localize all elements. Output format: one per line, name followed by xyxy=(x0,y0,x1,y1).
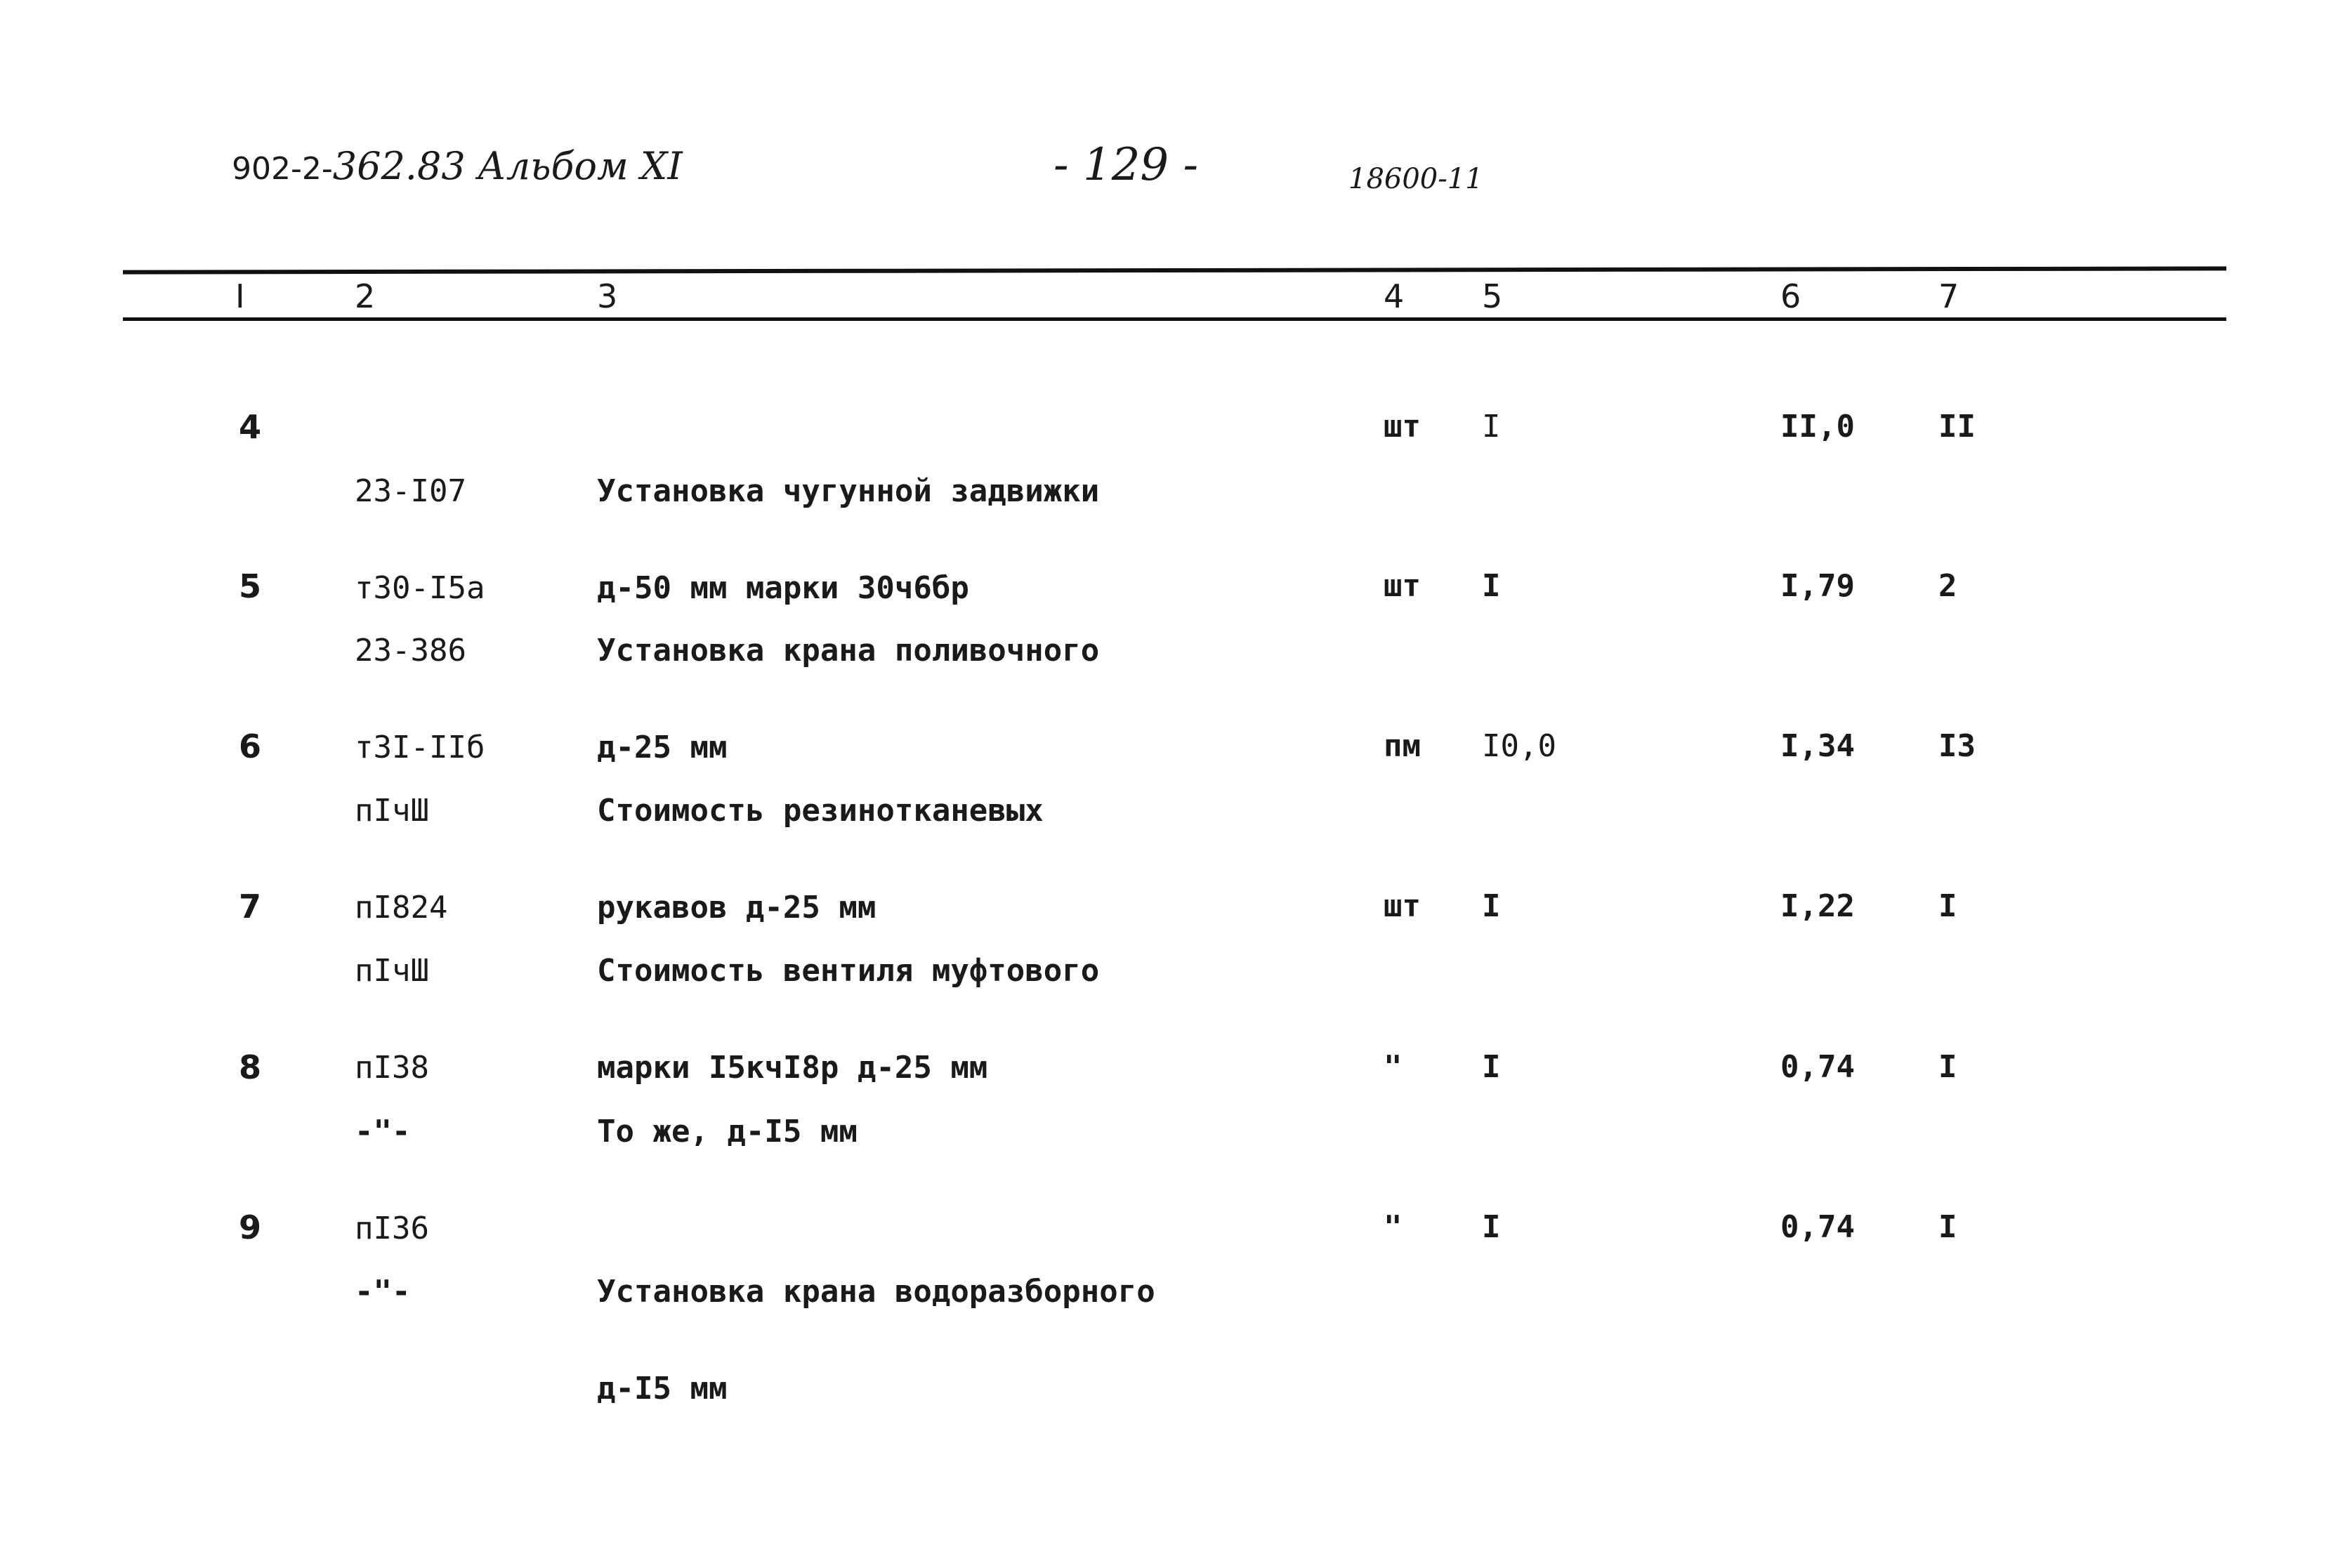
description-line: Установка чугунной задвижки xyxy=(597,473,1100,509)
row-number: 9 xyxy=(239,1208,262,1246)
unit-price: 0,74 xyxy=(1780,1209,1855,1245)
unit: пм xyxy=(1384,728,1421,764)
unit: шт xyxy=(1384,409,1421,444)
total-cost: I xyxy=(1938,1049,1957,1085)
total-cost: 2 xyxy=(1938,568,1957,604)
rate-code xyxy=(355,1211,466,1437)
rate-code-line: пIчШ xyxy=(355,793,429,829)
unit-price: I,22 xyxy=(1780,888,1855,924)
quantity: I0,0 xyxy=(1482,728,1556,764)
row-number: 5 xyxy=(239,567,262,605)
column-header-4: 4 xyxy=(1384,277,1405,315)
quantity: I xyxy=(1482,409,1501,444)
unit-price: II,0 xyxy=(1780,409,1855,444)
column-header-2: 2 xyxy=(355,277,376,315)
work-description xyxy=(597,1211,1155,1470)
description-line: д-50 мм марки 30ч6бр xyxy=(597,570,969,606)
quantity: I xyxy=(1482,1209,1501,1245)
unit: шт xyxy=(1384,568,1421,604)
table-row xyxy=(0,1048,2331,1246)
row-number: 6 xyxy=(239,727,262,765)
quantity: I xyxy=(1482,1049,1501,1085)
total-cost: II xyxy=(1938,409,1976,444)
total-cost: I xyxy=(1938,888,1957,924)
description-line: рукавов д-25 мм xyxy=(597,890,876,925)
description-line: То же, д-I5 мм xyxy=(597,1114,858,1149)
description-line: Стоимость вентиля муфтового xyxy=(597,953,1100,989)
rate-code-line: -"- xyxy=(355,1274,411,1310)
unit-price: I,79 xyxy=(1780,568,1855,604)
rate-code-line: пI36 xyxy=(355,1211,429,1246)
document-code xyxy=(232,144,683,188)
rate-code-line: 23-I07 xyxy=(355,473,466,509)
column-header-7: 7 xyxy=(1938,277,1959,315)
unit-price: I,34 xyxy=(1780,728,1855,764)
table-top-rule xyxy=(123,266,2226,274)
description-line: Стоимость резинотканевых xyxy=(597,793,1044,829)
document-code-typed: 902-2- xyxy=(232,151,333,187)
description-line: марки I5кчI8р д-25 мм xyxy=(597,1050,988,1086)
rate-code-line: т30-I5а xyxy=(355,570,485,606)
table-header-rule xyxy=(123,317,2226,321)
quantity: I xyxy=(1482,888,1501,924)
total-cost: I3 xyxy=(1938,728,1976,764)
row-number: 7 xyxy=(239,888,262,925)
quantity: I xyxy=(1482,568,1501,604)
rate-code-line: т3I-IIб xyxy=(355,730,485,765)
inventory-number: 18600-11 xyxy=(1348,163,1483,195)
unit: шт xyxy=(1384,888,1421,924)
table-row xyxy=(0,1208,2331,1406)
page-number: - 129 - xyxy=(1053,139,1199,191)
unit-price: 0,74 xyxy=(1780,1049,1855,1085)
total-cost: I xyxy=(1938,1209,1957,1245)
column-header-3: 3 xyxy=(597,277,618,315)
row-number: 4 xyxy=(239,408,262,446)
rate-code-line: пIчШ xyxy=(355,953,429,989)
column-header-6: 6 xyxy=(1780,277,1801,315)
rate-code-line: 23-386 xyxy=(355,633,466,668)
unit: " xyxy=(1384,1049,1403,1085)
column-header-1: I xyxy=(235,277,245,315)
description-line: д-I5 мм xyxy=(597,1371,728,1406)
row-number: 8 xyxy=(239,1048,262,1086)
rate-code-line: пI38 xyxy=(355,1050,429,1086)
description-line: Установка крана поливочного xyxy=(597,633,1100,668)
description-line: д-25 мм xyxy=(597,730,728,765)
description-line: Установка крана водоразборного xyxy=(597,1274,1155,1310)
column-header-5: 5 xyxy=(1482,277,1503,315)
rate-code-line: пI824 xyxy=(355,890,448,925)
unit: " xyxy=(1384,1209,1403,1245)
document-code-handwritten: 362.83 Альбом XI xyxy=(332,144,683,188)
rate-code-line: -"- xyxy=(355,1114,411,1149)
